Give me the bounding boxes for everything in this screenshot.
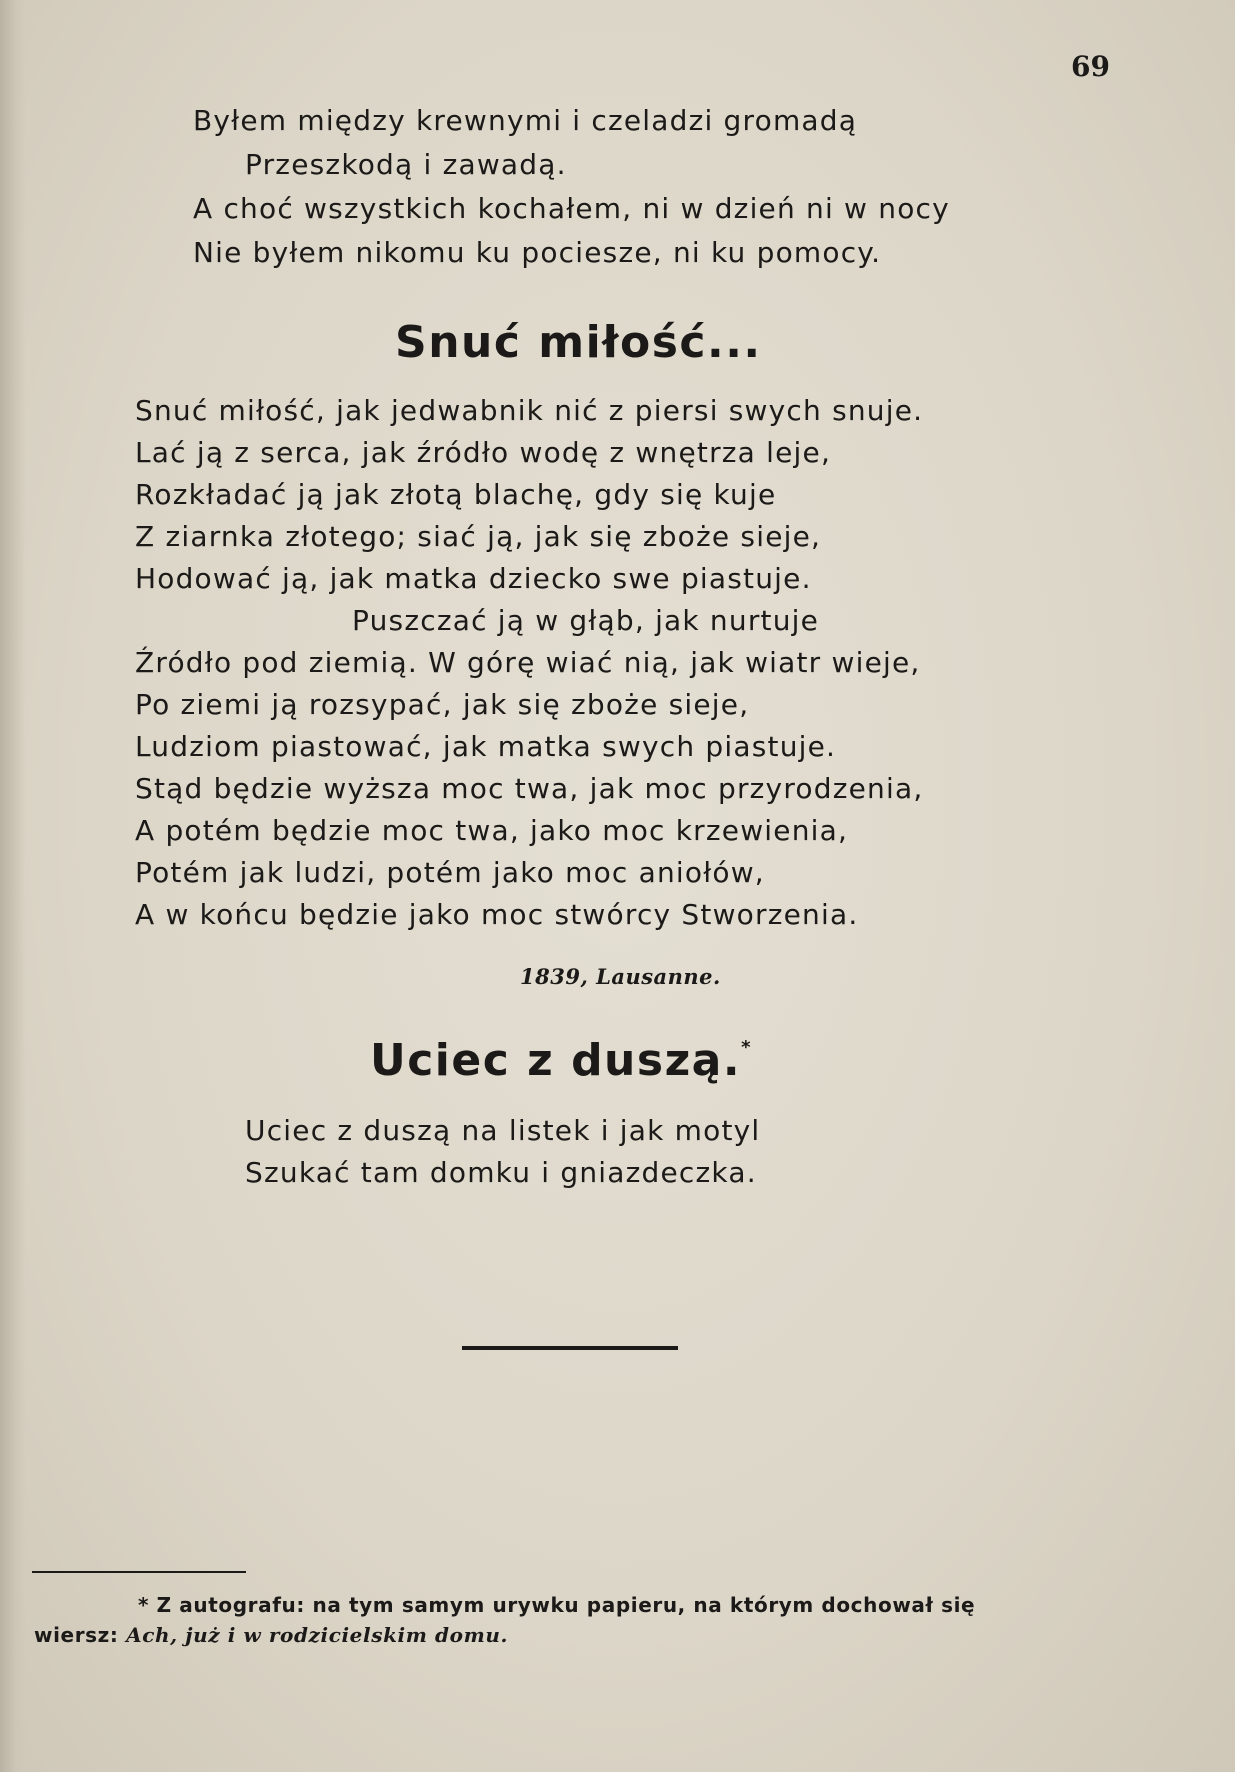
- verse-line: Lać ją z serca, jak źródło wodę z wnętrza leje,: [135, 436, 832, 469]
- section-divider: [462, 1346, 678, 1350]
- footnote-cited-title: Ach, już i w rodzicielskim domu.: [126, 1623, 509, 1647]
- footnote-text: Z autografu: na tym samym urywku papieru, na którym dochował się: [156, 1593, 976, 1617]
- page-number: 69: [1071, 50, 1110, 83]
- poem-title-2: [370, 1035, 752, 1086]
- footnote-line-1: [138, 1593, 975, 1617]
- poem-dateline: 1839, Lausanne.: [520, 964, 721, 989]
- verse-line: Rozkładać ją jak złotą blachę, gdy się kuje: [135, 478, 777, 511]
- verse-line: Snuć miłość, jak jedwabnik nić z piersi swych snuje.: [135, 394, 924, 427]
- footnote-marker: *: [138, 1593, 150, 1617]
- verse-line: Byłem między krewnymi i czeladzi gromadą: [193, 104, 858, 137]
- verse-line: Szukać tam domku i gniazdeczka.: [245, 1156, 757, 1189]
- binding-shadow: [0, 0, 26, 1772]
- verse-line: Stąd będzie wyższa moc twa, jak moc przyrodzenia,: [135, 772, 924, 805]
- footnote-prefix: wiersz:: [34, 1623, 119, 1647]
- verse-line: Źródło pod ziemią. W górę wiać nią, jak wiatr wieje,: [135, 646, 921, 679]
- verse-line: Przeszkodą i zawadą.: [245, 148, 567, 181]
- verse-line: Z ziarnka złotego; siać ją, jak się zboże sieje,: [135, 520, 822, 553]
- verse-line: Ludziom piastować, jak matka swych piastuje.: [135, 730, 837, 763]
- verse-line: Uciec z duszą na listek i jak motyl: [245, 1114, 761, 1147]
- poem-title: Snuć miłość...: [395, 317, 762, 368]
- verse-line: Po ziemi ją rozsypać, jak się zboże sieje,: [135, 688, 750, 721]
- verse-line: Potém jak ludzi, potém jako moc aniołów,: [135, 856, 765, 889]
- verse-line: Nie byłem nikomu ku pociesze, ni ku pomocy.: [193, 236, 882, 269]
- footnote-line-2: [34, 1623, 508, 1647]
- verse-line: Puszczać ją w głąb, jak nurtuje: [352, 604, 820, 637]
- verse-line: A w końcu będzie jako moc stwórcy Stworzenia.: [135, 898, 859, 931]
- verse-line: A choć wszystkich kochałem, ni w dzień ni w nocy: [193, 192, 950, 225]
- poem-title-text: Uciec z duszą.: [370, 1035, 742, 1086]
- verse-line: Hodować ją, jak matka dziecko swe piastuje.: [135, 562, 812, 595]
- footnote-marker: *: [741, 1037, 753, 1058]
- footnote-rule: [32, 1571, 246, 1573]
- verse-line: A potém będzie moc twa, jako moc krzewienia,: [135, 814, 849, 847]
